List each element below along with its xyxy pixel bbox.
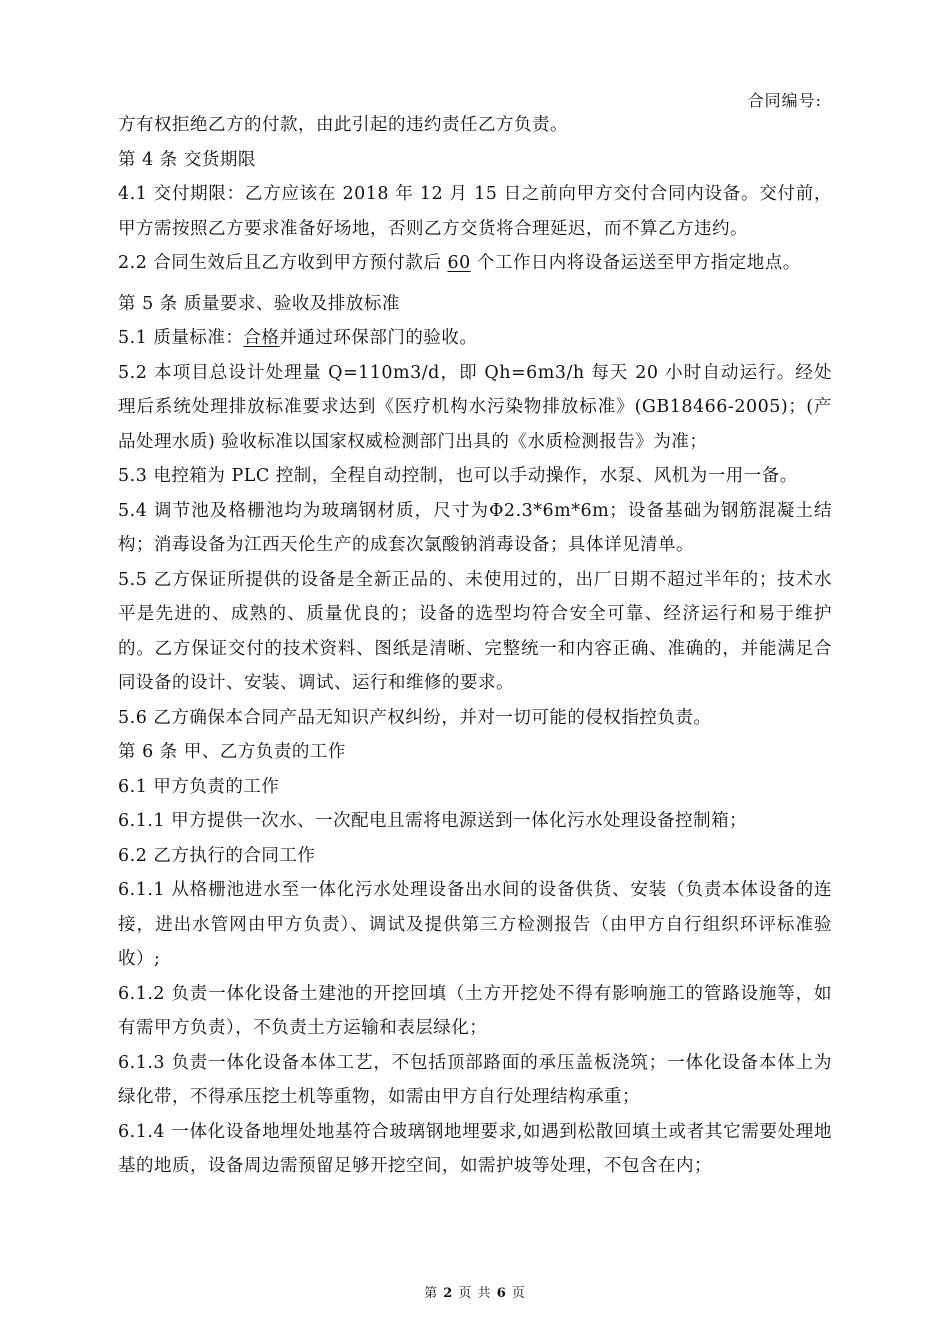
paragraph-5-4: 5.4 调节池及格栅池均为玻璃钢材质，尺寸为Φ2.3*6m*6m；设备基础为钢筋混凝土结构；消毒设备为江西天伦生产的成套次氯酸钠消毒设备；具体详见清单。: [118, 500, 832, 555]
paragraph-5-1: [118, 321, 832, 356]
paragraph-2-2: [118, 246, 832, 281]
footer-suffix: 页: [506, 1286, 526, 1301]
total-page-number: 6: [496, 1286, 507, 1301]
footer-middle: 页 共: [453, 1286, 497, 1301]
paragraph-5-5: 5.5 乙方保证所提供的设备是全新正品的、未使用过的，出厂日期不超过半年的；技术水平是先进的、成熟的、质量优良的；设备的选型均符合安全可靠、经济运行和易于维护的。乙方保证交付的技术资料、图纸是清晰、完整统一和内容正确、准确的，并能满足合同设备的设计、安装、调试、运行和维修的要求。: [118, 569, 832, 693]
paragraph-5-1-suffix: 并通过环保部门的验收。: [279, 328, 478, 348]
paragraph-6-2: 6.2 乙方执行的合同工作: [118, 845, 316, 866]
paragraph-6-1-2: 6.1.2 负责一体化设备土建池的开挖回填（土方开挖处不得有影响施工的管路设施等，如有需甲方负责），不负责土方运输和表层绿化；: [118, 983, 832, 1038]
page-footer: [0, 1282, 950, 1301]
paragraph-2-2-prefix: 2.2 合同生效后且乙方收到甲方预付款后: [118, 253, 448, 273]
current-page-number: 2: [443, 1286, 454, 1301]
paragraph-4-1: 4.1 交付期限：乙方应该在 2018 年 12 月 15 日之前向甲方交付合同内设备。交付前，甲方需按照乙方要求准备好场地，否则乙方交货将合理延迟，而不算乙方违约。: [118, 184, 832, 239]
paragraph-5-3: 5.3 电控箱为 PLC 控制，全程自动控制，也可以手动操作，水泵、风机为一用一备。: [118, 466, 798, 486]
paragraph-2-2-suffix: 个工作日内将设备运送至甲方指定地点。: [470, 253, 801, 273]
paragraph-6-1-4: 6.1.4 一体化设备地埋处地基符合玻璃钢地埋要求,如遇到松散回填土或者其它需要处理地基的地质，设备周边需预留足够开挖空间，如需护坡等处理，不包含在内；: [118, 1121, 832, 1176]
paragraph-6-1-3: 6.1.3 负责一体化设备本体工艺，不包括顶部路面的承压盖板浇筑；一体化设备本体上为绿化带，不得承压挖土机等重物，如需由甲方自行处理结构承重；: [118, 1052, 832, 1107]
contract-number-label: 合同编号:: [747, 91, 822, 110]
paragraph-6-1: 6.1 甲方负责的工作: [118, 776, 280, 797]
footer-prefix: 第: [424, 1286, 444, 1301]
section-heading-4: 第 4 条 交货期限: [118, 149, 256, 170]
paragraph-6-1-1: 6.1.1 甲方提供一次水、一次配电且需将电源送到一体化污水处理设备控制箱；: [118, 811, 748, 831]
section-heading-6: 第 6 条 甲、乙方负责的工作: [118, 742, 346, 762]
quality-standard-value: 合格: [243, 328, 280, 348]
paragraph-5-6: 5.6 乙方确保本合同产品无知识产权纠纷，并对一切可能的侵权指控负责。: [118, 707, 712, 728]
paragraph-5-1-label: 5.1 质量标准：: [118, 328, 244, 348]
paragraph: 方有权拒绝乙方的付款，由此引起的违约责任乙方负责。: [118, 115, 568, 135]
section-heading-5: 第 5 条 质量要求、验收及排放标准: [118, 293, 400, 314]
delivery-days-value: 60: [447, 253, 471, 273]
paragraph-5-2: 5.2 本项目总设计处理量 Q=110m3/d，即 Qh=6m3/h 每天 20 小时自动运行。经处理后系统处理排放标准要求达到《医疗机构水污染物排放标准》(GB18466-2005)；(产品处理水质) 验收标准以国家权威检测部门出具的《水质检测报告》为准；: [118, 362, 832, 452]
paragraph-6-1-1-b: 6.1.1 从格栅池进水至一体化污水处理设备出水间的设备供货、安装（负责本体设备的连接，进出水管网由甲方负责）、调试及提供第三方检测报告（由甲方自行组织环评标准验收）;: [118, 880, 832, 969]
contract-body: [118, 108, 832, 1184]
